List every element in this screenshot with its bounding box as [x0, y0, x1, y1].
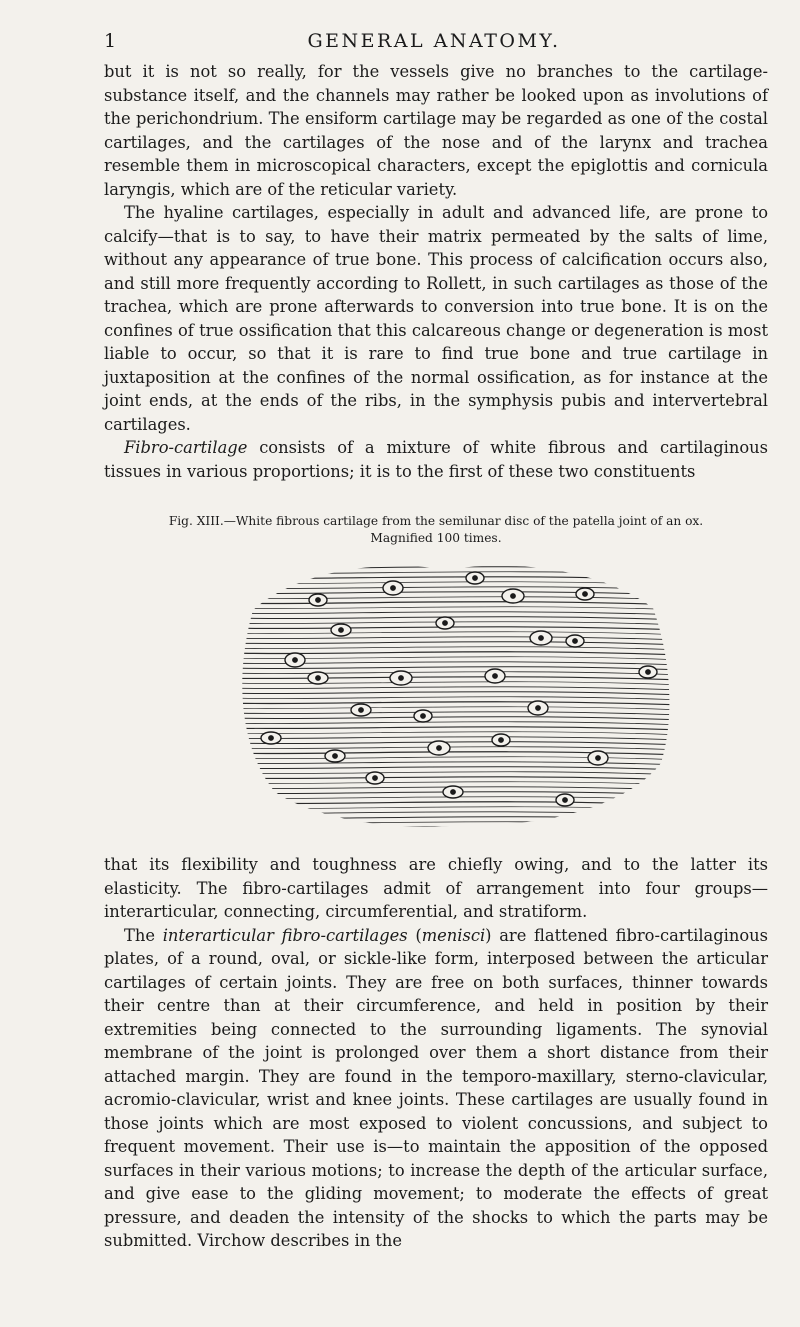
- paragraph-text: The: [124, 925, 163, 945]
- running-title: GENERAL ANATOMY.: [307, 30, 561, 52]
- paragraph: [104, 436, 768, 483]
- page-header: [104, 30, 764, 54]
- caption-line: Magnified 100 times.: [370, 531, 502, 545]
- paragraph: The hyaline cartilages, especially in adult and advanced life, are prone to calcify—that is to say, to have their matrix permeated by the salts of lime, without any appearance of true bone. This process of calcification occurs also, and still more frequently according to Rollett, in such cartilages as those of the trachea, which are prone afterwards to conversion into true bone. It is on the confines of true ossification that this calcareous change or degeneration is most liable to occur, so that it is rare to find true bone and true cartilage in juxtaposition at the confines of the normal ossification, as for instance at the joint ends, at the ends of the ribs, in the symphysis pubis and intervertebral cartilages.: [104, 203, 768, 434]
- caption-line: Fig. XIII.—White fibrous cartilage from the semilunar disc of the patella joint of an ox.: [168, 514, 704, 528]
- text-block-bottom: [104, 853, 768, 1253]
- page-number: 1: [104, 30, 117, 52]
- term-interarticular: interarticular fibro-cartilages: [162, 925, 408, 945]
- term-fibro-cartilage: Fibro-cartilage: [124, 438, 248, 457]
- paragraph: that its flexibility and toughness are chiefly owing, and to the latter its elasticity. The fibro-cartilages admit of arrangement into four groups—interarticular, connecting, circumferential, and stratiform.: [104, 855, 768, 921]
- text-block-top: [104, 60, 768, 483]
- paragraph: but it is not so really, for the vessels give no branches to the cartilage-substance itself, and the channels may rather be looked upon as involutions of the perichondrium. The ensiform cartilage may be regarded as one of the costal cartilages, and the cartilages of the nose and of the larynx and trachea resemble them in microscopical characters, except the epiglottis and cornicula laryngis, which are of the reticular variety.: [104, 62, 768, 199]
- paragraph-text: (: [407, 925, 422, 945]
- paragraph-text: ) are flattened fibro-cartilaginous plates, of a round, oval, or sickle-like form, interposed between the articular cartilages of certain joints. They are free on both surfaces, thinner towards their centre than at their circumference, and held in position by their extremities being connected to the surrounding ligaments. The synovial membrane of the joint is prolonged over them a short distance from their attached margin. They are found in the temporo-maxillary, sterno-clavicular, acromio-clavicular, wrist and knee joints. These cartilages are usually found in those joints which are most exposed to violent concussions, and subject to frequent movement. Their use is—to maintain the apposition of the opposed surfaces in their various motions; to increase the depth of the articular surface, and give ease to the gliding movement; to moderate the effects of great pressure, and deaden the intensity of the shocks to which the parts may be submitted. Virchow describes in the: [104, 925, 768, 1250]
- figure-caption: [104, 513, 768, 547]
- term-menisci: menisci: [421, 925, 486, 945]
- paragraph-text: consists of a mixture of white fibrous and cartilaginous tissues in various proportions; it is to the first of these two constituents: [104, 438, 768, 481]
- paragraph: [104, 924, 768, 1253]
- fibro-cartilage-illustration: [183, 548, 683, 838]
- fibre-hatching: [183, 551, 683, 830]
